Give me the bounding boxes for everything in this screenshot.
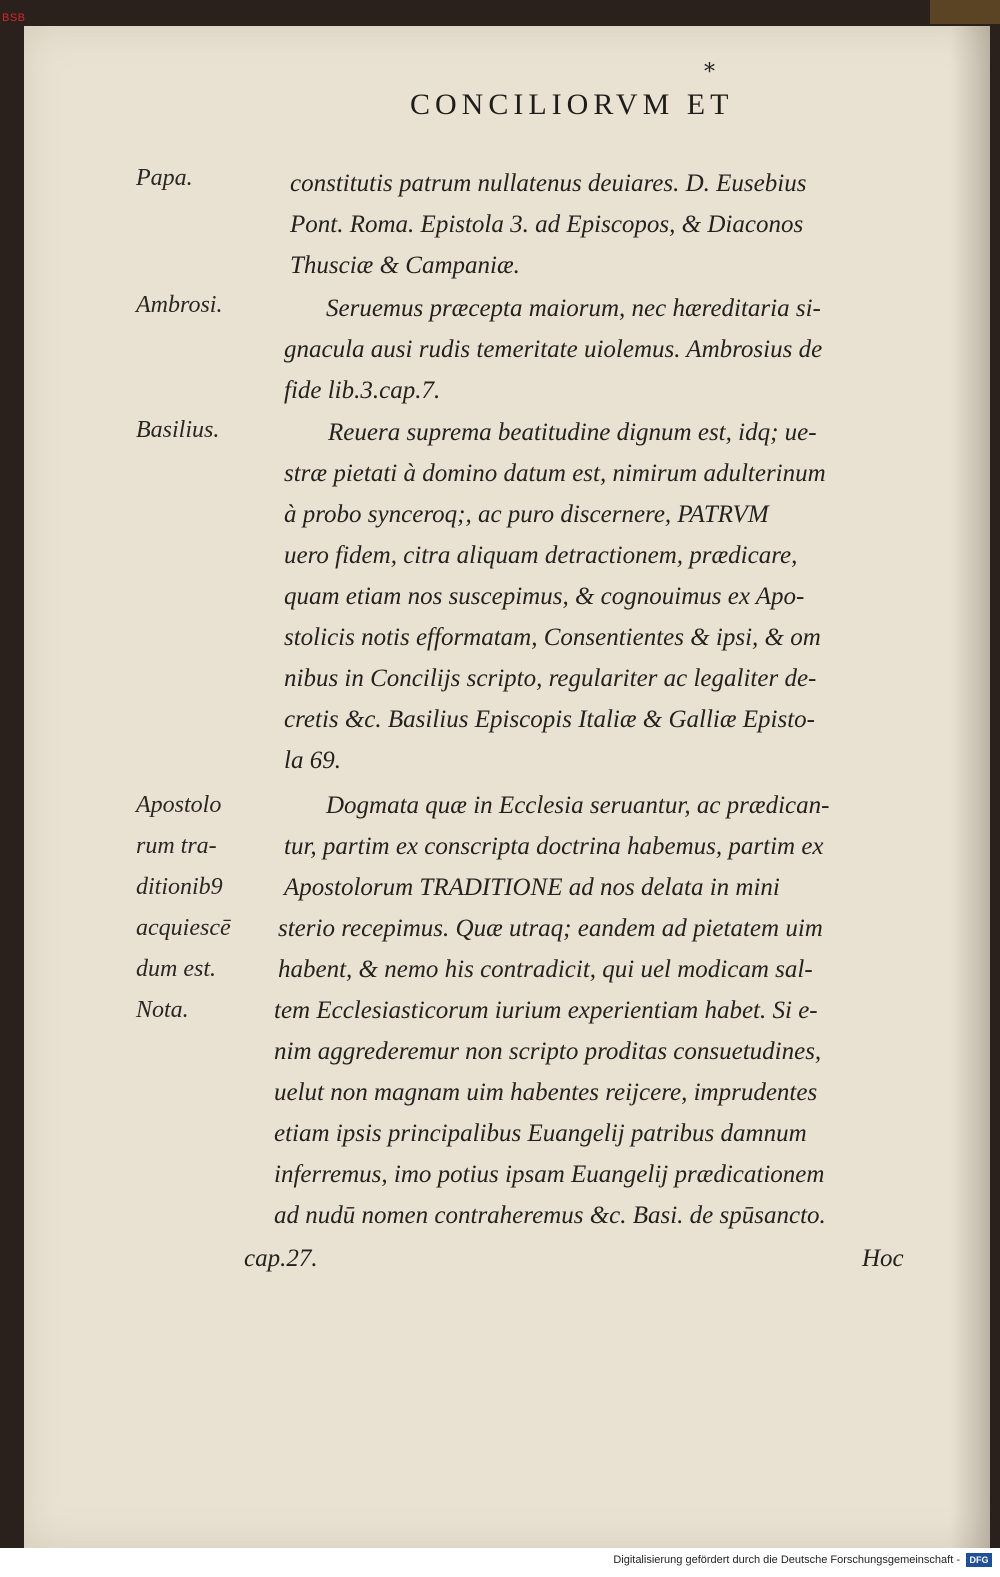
margin-note-ambrosi: Ambrosi. (136, 292, 223, 318)
text-line: tur, partim ex conscripta doctrina habemus, partim ex (284, 833, 824, 860)
footer-credit: Digitalisierung gefördert durch die Deutsche Forschungsgemeinschaft - (613, 1554, 960, 1566)
text-line: constitutis patrum nullatenus deuiares. D. Eusebius (290, 170, 807, 197)
text-line: gnacula ausi rudis temeritate uiolemus. Ambrosius de (284, 336, 823, 363)
text-line: uelut non magnam uim habentes reijcere, imprudentes (274, 1079, 818, 1106)
text-line: Pont. Roma. Epistola 3. ad Episcopos, & Diaconos (290, 211, 804, 238)
text-line: Dogmata quæ in Ecclesia seruantur, ac prædican- (326, 792, 830, 819)
margin-note-rum-tra: rum tra- (136, 833, 217, 859)
text-line: inferremus, imo potius ipsam Euangelij prædicationem (274, 1161, 825, 1188)
margin-note-ditionib: ditionib9 (136, 874, 223, 900)
margin-note-nota: Nota. (136, 997, 189, 1023)
text-line: fide lib.3.cap.7. (284, 377, 441, 404)
text-line: quam etiam nos suscepimus, & cognouimus ex Apo- (284, 583, 805, 610)
text-line: stræ pietati à domino datum est, nimirum adulterinum (284, 460, 826, 487)
text-line: à probo synceroq;, ac puro discernere, PATRVM (284, 501, 769, 528)
margin-note-dum-est: dum est. (136, 956, 216, 982)
text-line: Seruemus præcepta maiorum, nec hæreditaria si- (326, 295, 821, 322)
text-line: tem Ecclesiasticorum iurium experientiam habet. Si e- (274, 997, 818, 1024)
text-line: la 69. (284, 747, 341, 774)
text-line: nim aggrederemur non scripto proditas consuetudines, (274, 1038, 822, 1065)
text-line: Apostolorum TRADITIONE ad nos delata in mini (284, 874, 780, 901)
text-line: uero fidem, citra aliquam detractionem, prædicare, (284, 542, 798, 569)
text-line: etiam ipsis principalibus Euangelij patribus damnum (274, 1120, 807, 1147)
text-line: nibus in Concilijs scripto, regulariter ac legaliter de- (284, 665, 817, 692)
margin-note-apostolo: Apostolo (136, 792, 222, 818)
text-line: sterio recepimus. Quæ utraq; eandem ad pietatem uim (278, 915, 823, 942)
running-title: CONCILIORVM ET (410, 88, 734, 121)
header-mark: * (704, 60, 715, 85)
library-label: BSB (2, 12, 26, 24)
text-line: Thusciæ & Campaniæ. (290, 252, 520, 279)
page-shadow (950, 26, 990, 1548)
text-line: stolicis notis efformatam, Consentientes & ipsi, & om (284, 624, 821, 651)
footer-bar (0, 1548, 1000, 1577)
book-edge (930, 0, 1000, 24)
text-line: Reuera suprema beatitudine dignum est, idq; ue- (328, 419, 817, 446)
margin-note-acquiesce: acquiescē (136, 915, 231, 941)
margin-note-basilius: Basilius. (136, 417, 220, 443)
margin-note-papa: Papa. (136, 165, 193, 191)
text-line: ad nudū nomen contraheremus &c. Basi. de spūsancto. (274, 1202, 826, 1229)
text-line: habent, & nemo his contradicit, qui uel modicam sal- (278, 956, 813, 983)
text-line: cretis &c. Basilius Episcopis Italiæ & Galliæ Episto- (284, 706, 816, 733)
catchword: Hoc (862, 1245, 904, 1272)
text-line: cap.27. (244, 1245, 318, 1272)
dfg-logo: DFG (966, 1553, 992, 1567)
